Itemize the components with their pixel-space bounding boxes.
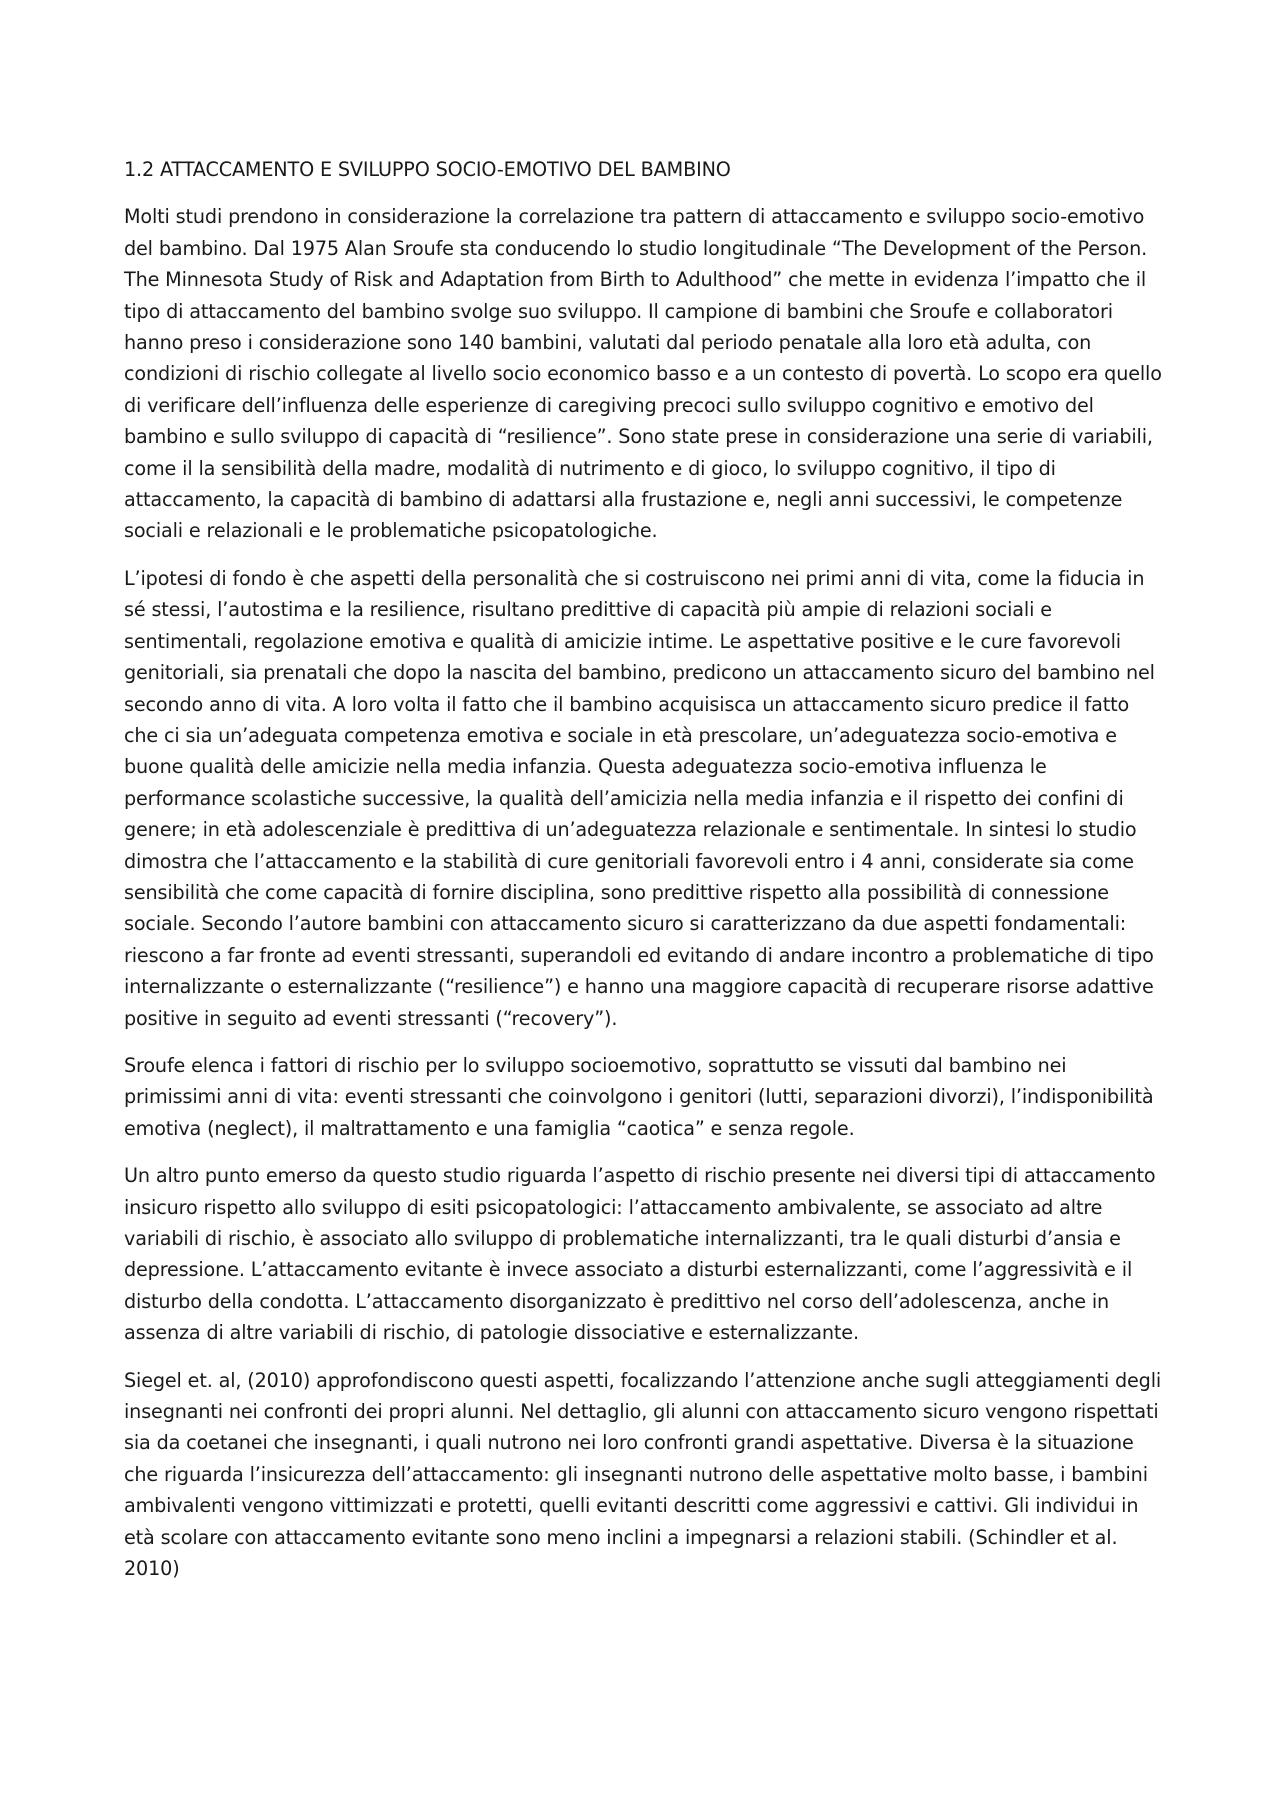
paragraph-4: Un altro punto emerso da questo studio riguarda l’aspetto di rischio presente nei diversi tipi di attaccamento insicuro rispetto allo sviluppo di esiti psicopatologici: l’attaccamento ambivalente, se associato ad altre variabili di rischio, è associato allo sviluppo di problematiche internalizzanti, tra le quali disturbi d’ansia e depressione. L’attaccamento evitante è invece associato a disturbi esternalizzanti, come l’aggressività e il disturbo della condotta. L’attaccamento disorganizzato è predittivo nel corso dell’adolescenza, anche in assenza di altre variabili di rischio, di patologie dissociative e esternalizzante. [124,1164,1156,1345]
paragraph-3: Sroufe elenca i fattori di rischio per lo sviluppo socioemotivo, soprattutto se vissuti dal bambino nei primissimi anni di vita: eventi stressanti che coinvolgono i genitori (lutti, separazioni divorzi), l’indisponibilità emotiva (neglect), il maltrattamento e una famiglia “caotica” e senza regole. [124,1053,1154,1140]
paragraph-2: L’ipotesi di fondo è che aspetti della personalità che si costruiscono nei primi anni di vita, come la fiducia in sé stessi, l’autostima e la resilience, risultano predittive di capacità più ampie di relazioni sociali e sentimentali, regolazione emotiva e qualità di amicizie intime. Le aspettative positive e le cure favorevoli genitoriali, sia prenatali che dopo la nascita del bambino, predicono un attaccamento sicuro del bambino nel secondo anno di vita. A loro volta il fatto che il bambino acquisisca un attaccamento sicuro predice il fatto che ci sia un’adeguata competenza emotiva e sociale in età prescolare, un’adeguatezza socio-emotiva e buone qualità delle amicizie nella media infanzia. Questa adeguatezza socio-emotiva influenza le performance scolastiche successive, la qualità dell’amicizia nella media infanzia e il rispetto dei confini di genere; in età adolescenziale è predittiva di un’adeguatezza relazionale e sentimentale. In sintesi lo studio dimostra che l’attaccamento e la stabilità di cure genitoriali favorevoli entro i 4 anni, considerate sia come sensibilità che come capacità di fornire disciplina, sono predittive rispetto alla possibilità di connessione sociale. Secondo l’autore bambini con attaccamento sicuro si caratterizzano da due aspetti fondamentali: riescono a far fronte ad eventi stressanti, superandoli ed evitando di andare incontro a problematiche di tipo internalizzante o esternalizzante (“resilience”) e hanno una maggiore capacità di recuperare risorse adattive positive in seguito ad eventi stressanti (“recovery”). [124,566,1155,1030]
document-body [124,154,1168,1600]
paragraph-1: Molti studi prendono in considerazione la correlazione tra pattern di attaccamento e sviluppo socio-emotivo del bambino. Dal 1975 Alan Sroufe sta conducendo lo studio longitudinale “The Development of the Person. The Minnesota Study of Risk and Adaptation from Birth to Adulthood” che mette in evidenza l’impatto che il tipo di attaccamento del bambino svolge suo sviluppo. Il campione di bambini che Sroufe e collaboratori hanno preso i considerazione sono 140 bambini, valutati dal periodo penatale alla loro età adulta, con condizioni di rischio collegate al livello socio economico basso e a un contesto di povertà. Lo scopo era quello di verificare dell’influenza delle esperienze di caregiving precoci sullo sviluppo cognitivo e emotivo del bambino e sullo sviluppo di capacità di “resilience”. Sono state prese in considerazione una serie di variabili, come il la sensibilità della madre, modalità di nutrimento e di gioco, lo sviluppo cognitivo, il tipo di attaccamento, la capacità di bambino di adattarsi alla frustazione e, negli anni successivi, le competenze sociali e relazionali e le problematiche psicopatologiche. [124,205,1162,543]
paragraph-5: Siegel et. al, (2010) approfondiscono questi aspetti, focalizzando l’attenzione anche sugli atteggiamenti degli insegnanti nei confronti dei propri alunni. Nel dettaglio, gli alunni con attaccamento sicuro vengono rispettati sia da coetanei che insegnanti, i quali nutrono nei loro confronti grandi aspettative. Diversa è la situazione che riguarda l’insicurezza dell’attaccamento: gli insegnanti nutrono delle aspettative molto basse, i bambini ambivalenti vengono vittimizzati e protetti, quelli evitanti descritti come aggressivi e cattivi. Gli individui in età scolare con attaccamento evitante sono meno inclini a impegnarsi a relazioni stabili. (Schindler et al. 2010) [124,1368,1162,1581]
section-heading: 1.2 ATTACCAMENTO E SVILUPPO SOCIO-EMOTIVO DEL BAMBINO [124,158,731,181]
